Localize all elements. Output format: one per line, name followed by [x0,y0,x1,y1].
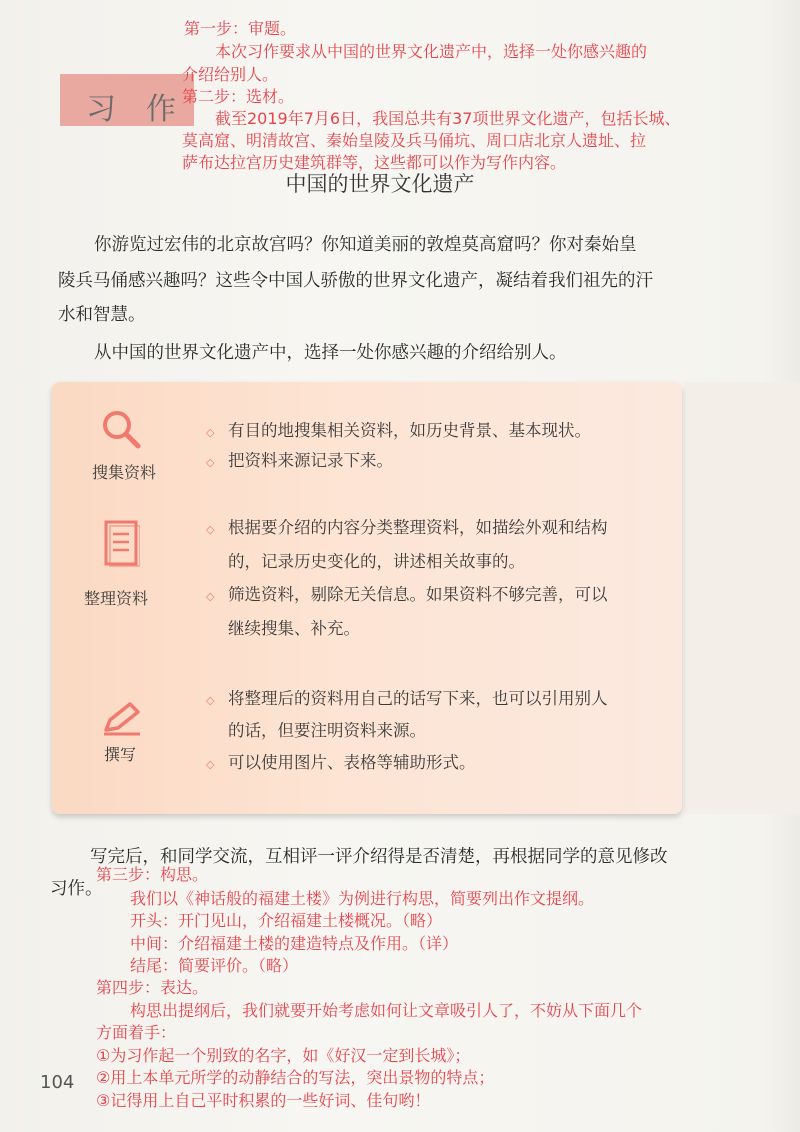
note-bottom-line: ①为习作起一个别致的名字，如《好汉一定到长城》； [96,1046,471,1065]
document-icon [104,520,140,568]
note-bottom-line: 中间：介绍福建土楼的建造特点及作用。（详） [130,934,459,953]
bullet-diamond: ◇ [206,426,215,439]
card-bullet-text: 继续搜集、补充。 [228,619,360,638]
note-bottom-line: 构思出提纲后，我们就要开始考虑如何让文章吸引人了，不妨从下面几个 [130,1001,643,1020]
note-top-line: 截至2019年7月6日，我国总共有37项世界文化遗产，包括长城、 [215,109,681,128]
closing-line: 习作。 [50,879,103,899]
page-title: 中国的世界文化遗产 [285,172,475,196]
category-label-organize: 整理资料 [84,589,149,608]
card-bullet-text: 的，记录历史变化的，讲述相关故事的。 [228,552,525,571]
bullet-diamond: ◇ [206,523,215,536]
card-bullet-text: 有目的地搜集相关资料，如历史背景、基本现状。 [228,421,591,440]
card-bullet-text: 将整理后的资料用自己的话写下来，也可以引用别人 [228,689,608,708]
search-icon [98,406,144,452]
note-bottom-line: 第三步：构思。 [96,865,209,884]
category-label-search: 搜集资料 [92,463,157,482]
pencil-icon [100,700,144,736]
note-bottom-line: 开头：开门见山，介绍福建土楼概况。（略） [130,911,443,930]
bullet-diamond: ◇ [206,590,215,603]
bullet-diamond: ◇ [206,758,215,771]
note-top-line: 第二步：选材。 [182,87,295,106]
note-bottom-line: 结尾：简要评价。（略） [130,956,299,975]
category-label-write: 撰写 [104,745,137,764]
card-bullet-text: 的话，但要注明资料来源。 [228,721,426,740]
intro-line: 陵兵马俑感兴趣吗？这些令中国人骄傲的世界文化遗产，凝结着我们祖先的汗 [58,271,653,291]
bullet-diamond: ◇ [206,456,215,469]
faded-background-area [684,382,800,814]
note-top-line: 本次习作要求从中国的世界文化遗产中，选择一处你感兴趣的 [215,42,648,61]
note-top-line: 萨布达拉宫历史建筑群等，这些都可以作为写作内容。 [182,153,567,172]
note-top-line: 介绍给别人。 [182,65,279,84]
card-bullet-text: 根据要介绍的内容分类整理资料，如描绘外观和结构 [228,518,608,537]
card-bullet-text: 把资料来源记录下来。 [228,451,393,470]
card-bullet-text: 可以使用图片、表格等辅助形式。 [228,753,476,772]
page-number: 104 [40,1072,75,1093]
note-top-line: 第一步：审题。 [184,19,297,38]
note-bottom-line: 第四步：表达。 [96,978,209,997]
section-tab-label: 习作 [86,92,206,127]
intro-line: 你游览过宏伟的北京故宫吗？你知道美丽的敦煌莫高窟吗？你对秦始皇 [94,235,637,255]
intro-line: 从中国的世界文化遗产中，选择一处你感兴趣的介绍给别人。 [94,343,567,363]
intro-line: 水和智慧。 [58,305,146,325]
closing-line: 写完后，和同学交流，互相评一评介绍得是否清楚，再根据同学的意见修改 [90,847,668,867]
note-top-line: 莫高窟、明清故宫、秦始皇陵及兵马俑坑、周口店北京人遗址、拉 [182,131,647,150]
note-bottom-line: ③记得用上自己平时积累的一些好词、佳句哟！ [96,1091,431,1110]
note-bottom-line: 我们以《神话般的福建土楼》为例进行构思，简要列出作文提纲。 [130,889,595,908]
note-bottom-line: 方面着手： [96,1023,177,1042]
card-bullet-text: 筛选资料，剔除无关信息。如果资料不够完善，可以 [228,585,608,604]
note-bottom-line: ②用上本单元所学的动静结合的写法，突出景物的特点； [96,1068,495,1087]
bullet-diamond: ◇ [206,694,215,707]
